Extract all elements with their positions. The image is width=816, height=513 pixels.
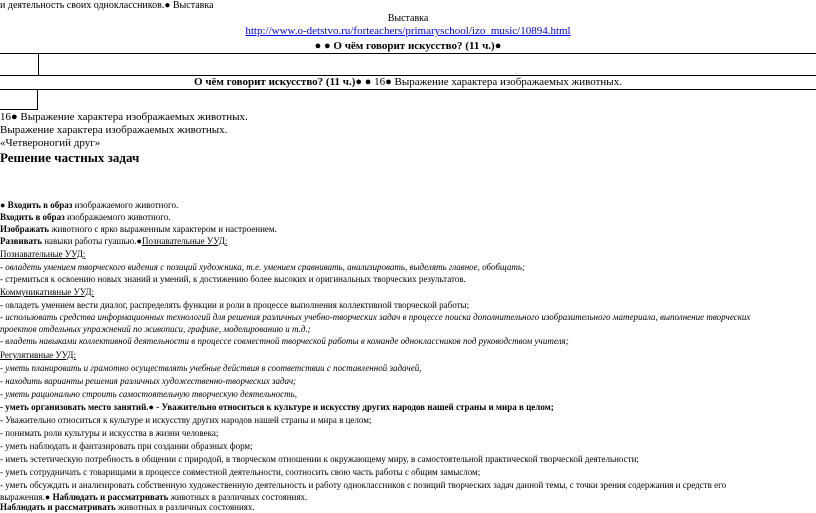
task-text: животного с ярко выраженным характером и настроением. [49,224,277,234]
table-row-heading-rest: 16● Выражение характера изображаемых животных. [374,76,622,88]
empty-cell-box [0,89,38,110]
task-line [0,224,277,235]
inline-uud-label: Познавательные УУД: [141,236,228,246]
section-title: Решение частных задач [0,150,140,165]
cognitive-item: - овладеть умением творческого видения с позиций художника, т.е. умением сравнивать, анализировать, выделять главное, обобщать; [0,262,525,272]
observe-line-start: выражения.● [0,492,53,502]
communicative-item: - владеть навыками коллективной деятельности в процессе совместной творческой работы в команде одноклассников под руководством учителя; [0,336,569,346]
observe-verb: Наблюдать и рассматривать [52,492,169,502]
regulatory-item: - уметь планировать и грамотно осуществлять учебные действия в соответствии с поставленной задачей, [0,363,422,373]
task-text: навыки работы гуашью.● [41,236,142,246]
task-line [0,236,227,247]
table-border-bottom [0,89,816,90]
cognitive-item: - стремиться к освоению новых знаний и умений, к достижению более высоких и оригинальных творческих результатов. [0,274,466,284]
organize-workplace-line: - уметь организовать место занятий.● - Уважительно относиться к культуре и искусству других народов нашей страны и мира в целом; [0,402,554,412]
communicative-item: - овладеть умением вести диалог, распределять функции и роли в процессе выполнения коллективной творческой работы; [0,300,470,310]
task-line [0,200,178,211]
regulatory-item: - находить варианты решения различных художественно-творческих задач; [0,376,297,386]
exhibit-title: Выставка [387,13,429,24]
task-line [0,212,171,223]
table-row-heading [0,76,816,89]
cognitive-uud-label: Познавательные УУД: [0,249,86,259]
task-text: изображаемого животного. [64,212,171,222]
source-url-link[interactable]: http://www.o-detstvo.ru/forteachers/primaryschool/izo_music/10894.html [245,25,571,37]
lesson-line-2: Выражение характера изображаемых животных. [0,124,228,136]
personal-item: - иметь эстетическую потребность в общении с природой, в творческом отношении к окружающему миру, в самостоятельной практической творческой деятельности; [0,454,639,464]
task-verb: ● Входить в образ [0,200,73,210]
task-verb: Входить в образ [0,212,65,222]
table-cell-divider [38,53,39,75]
lesson-line-1: 16● Выражение характера изображаемых животных. [0,111,248,123]
task-verb: Изображать [0,224,50,234]
communicative-uud-label: Коммуникативные УУД: [0,287,94,297]
table-border-top [0,53,816,54]
personal-item: - понимать роли культуры и искусства в жизни человека; [0,428,219,438]
source-url-row [0,25,816,38]
observe-text: животных в различных состояниях. [168,492,308,502]
personal-item: - уметь сотрудничать с товарищами в процессе совместной деятельности, соотносить свою часть работы с общим замыслом; [0,467,481,477]
lesson-line-3: «Четвероногий друг» [0,137,101,149]
observe-text: животных в различных состояниях. [115,502,255,512]
observe-verb: Наблюдать и рассматривать [0,502,116,512]
regulatory-uud-label: Регулятивные УУД: [0,350,76,360]
observe-line [0,502,255,513]
communicative-item: - использовать средства информационных технологий для решения различных учебно-творческих задач в процессе поиска дополнительного изобразительного материала, выполнение творческих [0,312,751,322]
section-heading: ● ● О чём говорит искусство? (11 ч.)● [314,40,502,52]
personal-item: - уметь обсуждать и анализировать собственную художественную деятельность и работу одноклассников с позиций творческих задач данной темы, с точки зрения содержания и средств его [0,480,727,490]
table-row-heading-bold: О чём говорит искусство? (11 ч.)● ● [194,76,375,88]
top-line: и деятельность своих одноклассников.● Выставка [0,0,214,11]
task-verb: Развивать [0,236,42,246]
personal-item: - уметь наблюдать и фантазировать при создании образных форм; [0,441,253,451]
communicative-item: проектов отдельных упражнений по живописи, графике, моделированию и т.д.; [0,324,311,334]
task-text: изображаемого животного. [72,200,179,210]
regulatory-item: - уметь рационально строить самостоятельную творческую деятельность, [0,389,297,399]
personal-item: - Уважительно относиться к культуре и искусству других народов нашей страны и мира в целом; [0,415,372,425]
